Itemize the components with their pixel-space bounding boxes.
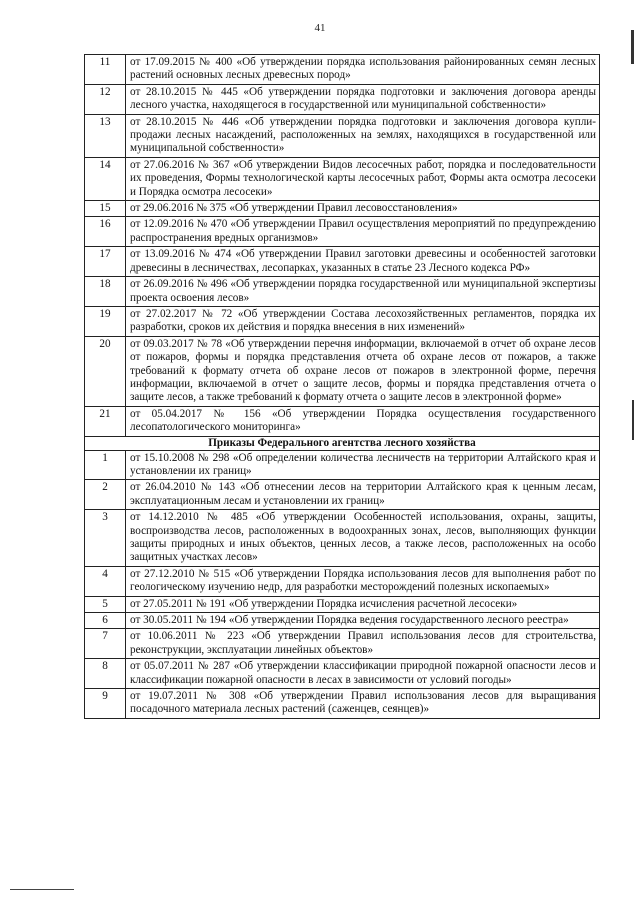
row-number: 16	[85, 217, 126, 247]
table-row	[85, 629, 600, 659]
table-row	[85, 201, 600, 217]
row-number: 17	[85, 247, 126, 277]
table-row	[85, 510, 600, 567]
row-number: 18	[85, 277, 126, 307]
table-body-bottom	[85, 450, 600, 718]
row-number: 9	[85, 689, 126, 719]
table-row	[85, 247, 600, 277]
table-row	[85, 217, 600, 247]
row-text: от 30.05.2011 № 194 «Об утверждении Порядка ведения государственного лесного реестра»	[126, 613, 600, 629]
row-text: от 15.10.2008 № 298 «Об определении количества лесничеств на территории Алтайского края и установлении их границ»	[126, 450, 600, 480]
row-text: от 19.07.2011 № 308 «Об утверждении Правил использования лесов для выращивания посадочного материала лесных растений (саженцев, сеянцев)»	[126, 689, 600, 719]
row-text: от 13.09.2016 № 474 «Об утверждении Правил заготовки древесины и особенностей заготовки древесины в лесничествах, лесопарках, указанных в статье 23 Лесного кодекса РФ»	[126, 247, 600, 277]
row-text: от 10.06.2011 № 223 «Об утверждении Правил использования лесов для строительства, реконструкции, эксплуатации линейных объектов»	[126, 629, 600, 659]
row-number: 4	[85, 566, 126, 596]
row-text: от 14.12.2010 № 485 «Об утверждении Особенностей использования, охраны, защиты, воспроизводства лесов, расположенных в водоохранных зонах, лесов, выполняющих функции защиты природных и иных объектов, ценных лесов, а также лесов, расположенных на особо защитных участках лесов»	[126, 510, 600, 567]
table-row	[85, 566, 600, 596]
table-row	[85, 659, 600, 689]
table-row	[85, 84, 600, 114]
row-number: 13	[85, 114, 126, 157]
row-text: от 27.12.2010 № 515 «Об утверждении Порядка использования лесов для выполнения работ по геологическому изучению недр, для разработки месторождений полезных ископаемых»	[126, 566, 600, 596]
row-text: от 27.05.2011 № 191 «Об утверждении Порядка исчисления расчетной лесосеки»	[126, 596, 600, 612]
section-title: Приказы Федерального агентства лесного хозяйства	[85, 436, 600, 450]
row-text: от 28.10.2015 № 445 «Об утверждении порядка подготовки и заключения договора аренды лесного участка, находящегося в государственной или муниципальной собственности»	[126, 84, 600, 114]
table-row	[85, 480, 600, 510]
row-number: 14	[85, 157, 126, 200]
row-text: от 27.06.2016 № 367 «Об утверждении Видов лесосечных работ, порядка и последовательности их проведения, Формы технологической карты лесосечных работ, Формы акта осмотра лесосеки и Порядка осмотра лесосеки»	[126, 157, 600, 200]
row-number: 19	[85, 306, 126, 336]
row-number: 15	[85, 201, 126, 217]
row-number: 20	[85, 336, 126, 406]
legal-acts-table	[84, 54, 600, 719]
row-number: 6	[85, 613, 126, 629]
row-number: 12	[85, 84, 126, 114]
row-text: от 27.02.2017 № 72 «Об утверждении Состава лесохозяйственных регламентов, порядка их разработки, сроков их действия и порядка внесения в них изменений»	[126, 306, 600, 336]
row-number: 1	[85, 450, 126, 480]
row-number: 5	[85, 596, 126, 612]
row-number: 11	[85, 55, 126, 85]
row-number: 21	[85, 406, 126, 436]
row-text: от 28.10.2015 № 446 «Об утверждении порядка подготовки и заключения договора купли-продажи лесных насаждений, расположенных на землях, находящихся в государственной или муниципальной собственности»	[126, 114, 600, 157]
table-row	[85, 277, 600, 307]
row-text: от 09.03.2017 № 78 «Об утверждении перечня информации, включаемой в отчет об охране лесов от пожаров, формы и порядка представления отчета об охране лесов от пожаров, а также требований к формату отчета об охране лесов от пожаров в электронной форме, перечня информации, включаемой в отчет о защите лесов, формы и порядка представления отчета о защите лесов, а также требований к формату отчета о защите лесов в электронной форме»	[126, 336, 600, 406]
table-row	[85, 596, 600, 612]
table-body-top	[85, 55, 600, 437]
table-row	[85, 613, 600, 629]
row-number: 3	[85, 510, 126, 567]
row-text: от 05.04.2017 № 156 «Об утверждении Порядка осуществления государственного лесопатологического мониторинга»	[126, 406, 600, 436]
row-number: 7	[85, 629, 126, 659]
row-text: от 29.06.2016 № 375 «Об утверждении Правил лесовосстановления»	[126, 201, 600, 217]
scan-edge-mark	[631, 30, 634, 64]
section-header-row	[85, 436, 600, 450]
row-text: от 26.09.2016 № 496 «Об утверждении порядка государственной или муниципальной экспертизы проекта освоения лесов»	[126, 277, 600, 307]
row-text: от 05.07.2011 № 287 «Об утверждении классификации природной пожарной опасности лесов и классификации пожарной опасности в лесах в зависимости от условий погоды»	[126, 659, 600, 689]
page-number: 41	[314, 22, 326, 34]
table-row	[85, 55, 600, 85]
table-row	[85, 336, 600, 406]
table-row	[85, 450, 600, 480]
table-row	[85, 406, 600, 436]
row-number: 2	[85, 480, 126, 510]
row-text: от 12.09.2016 № 470 «Об утверждении Правил осуществления мероприятий по предупреждению распространения вредных организмов»	[126, 217, 600, 247]
row-text: от 26.04.2010 № 143 «Об отнесении лесов на территории Алтайского края к ценным лесам, эксплуатационным лесам и установлении их границ»	[126, 480, 600, 510]
table-row	[85, 306, 600, 336]
table-row	[85, 114, 600, 157]
scan-edge-mark	[632, 400, 634, 440]
row-text: от 17.09.2015 № 400 «Об утверждении порядка использования районированных семян лесных растений основных лесных древесных пород»	[126, 55, 600, 85]
table-row	[85, 157, 600, 200]
table-section	[85, 436, 600, 450]
row-number: 8	[85, 659, 126, 689]
table-row	[85, 689, 600, 719]
footnote-line	[10, 889, 74, 890]
